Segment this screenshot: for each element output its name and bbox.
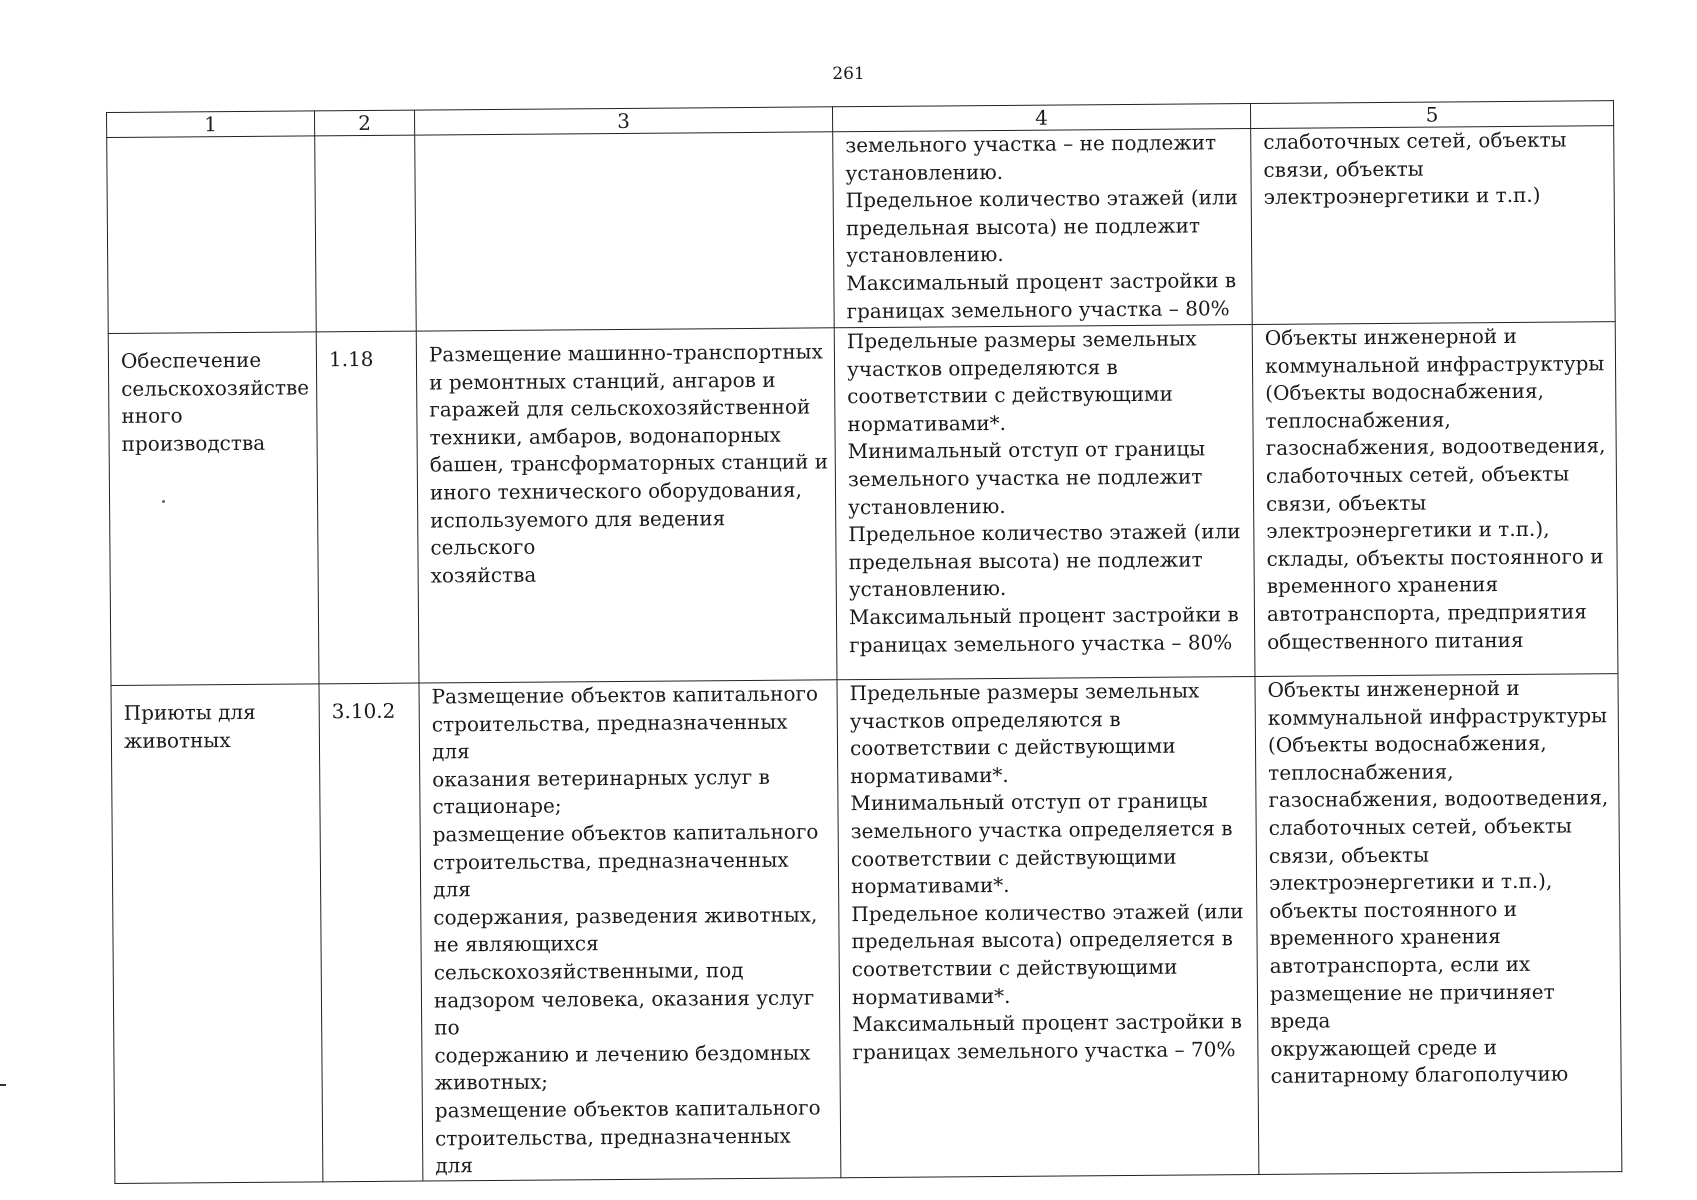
use-name-line: Приюты для: [123, 699, 256, 725]
auxiliary-line: связи, объекты: [1268, 842, 1430, 868]
auxiliary-line: Объекты инженерной и: [1264, 323, 1517, 350]
description-line: надзором человека, оказания услуг по: [433, 984, 815, 1040]
auxiliary-line: связи, объекты: [1263, 156, 1424, 182]
auxiliary-line: склады, объекты постоянного и: [1266, 544, 1604, 571]
description-line: стационаре;: [432, 793, 562, 819]
parameters-line: нормативами*.: [851, 983, 1011, 1009]
auxiliary-line: окружающей среде и: [1270, 1034, 1498, 1061]
description-line: и ремонтных станций, ангаров и: [429, 367, 776, 395]
cell-auxiliary-uses: [1252, 322, 1618, 677]
cell-use-description: [416, 328, 837, 683]
column-header-3: 3: [414, 107, 832, 135]
auxiliary-line: газоснабжения, водоотведения,: [1265, 433, 1606, 461]
description-line: Размещение машинно-транспортных: [428, 339, 823, 367]
parameters-line: Максимальный процент застройки в: [852, 1009, 1243, 1037]
parameters-line: нормативами*.: [847, 410, 1007, 436]
parameters-line: Предельное количество этажей (или: [845, 185, 1239, 213]
column-header-4: 4: [832, 104, 1250, 132]
description-line: размещение объектов капитального: [432, 819, 819, 847]
auxiliary-line: коммунальной инфраструктуры: [1264, 350, 1605, 378]
auxiliary-line: коммунальной инфраструктуры: [1267, 702, 1608, 730]
table-row-animal-shelters: [111, 674, 1622, 1184]
cell-parameters: [837, 676, 1259, 1177]
auxiliary-line: электроэнергетики и т.п.),: [1268, 868, 1553, 896]
parameters-line: границах земельного участка – 80%: [849, 629, 1233, 657]
use-name-line: нного: [121, 403, 183, 429]
parameters-line: Предельные размеры земельных: [849, 678, 1200, 706]
auxiliary-line: общественного питания: [1267, 627, 1524, 654]
auxiliary-line: газоснабжения, водоотведения,: [1268, 785, 1609, 813]
description-line: животных;: [434, 1069, 549, 1095]
description-line: строительства, предназначенных для: [434, 1123, 791, 1178]
column-header-2: 2: [314, 110, 414, 136]
parameters-line: нормативами*.: [851, 873, 1010, 899]
auxiliary-line: объекты постоянного и: [1269, 896, 1518, 923]
parameters-line: предельная высота) не подлежит: [848, 547, 1203, 574]
description-line: используемого для ведения сельского: [430, 505, 726, 560]
parameters-line: участков определяются в: [849, 706, 1121, 733]
description-line: строительства, предназначенных для: [431, 709, 788, 764]
parameters-line: Предельное количество этажей (или: [848, 519, 1241, 547]
cell-use-code: 3.10.2: [319, 683, 423, 1181]
use-name-line: животных: [123, 727, 231, 753]
auxiliary-line: электроэнергетики и т.п.): [1263, 182, 1541, 210]
parameters-line: нормативами*.: [850, 762, 1009, 788]
description-line: строительства, предназначенных для: [432, 847, 789, 902]
description-line: иного технического оборудования,: [429, 477, 803, 505]
auxiliary-line: слаботочных сетей, объекты: [1263, 127, 1567, 154]
parameters-line: предельная высота) не подлежит: [845, 213, 1201, 240]
column-header-1: 1: [107, 111, 315, 138]
auxiliary-line: санитарному благополучию: [1270, 1061, 1569, 1089]
cell-use-code: [315, 135, 417, 332]
parameters-line: границах земельного участка – 70%: [852, 1036, 1236, 1064]
parameters-line: Предельные размеры земельных: [846, 326, 1197, 354]
description-line: оказания ветеринарных услуг в: [432, 764, 770, 792]
parameters-line: участков определяются в: [846, 354, 1118, 381]
description-line: башен, трансформаторных станций и: [429, 449, 829, 477]
parameters-line: Минимальный отступ от границы: [847, 436, 1206, 464]
parameters-line: Предельное количество этажей (или: [851, 898, 1244, 926]
cell-use-description: [419, 680, 841, 1181]
cell-parameters: [834, 325, 1255, 680]
cell-use-name: [107, 136, 317, 334]
cell-use-code: 1.18: [316, 331, 419, 684]
document-sheet: [106, 100, 1621, 1183]
auxiliary-line: (Объекты водоснабжения,: [1265, 378, 1545, 406]
cell-use-name: [111, 684, 323, 1183]
parameters-line: Максимальный процент застройки в: [846, 268, 1237, 296]
page-number: 261: [832, 64, 865, 84]
auxiliary-line: слаботочных сетей, объекты: [1268, 813, 1572, 840]
description-line: хозяйства: [430, 562, 537, 588]
cell-use-description: [415, 132, 835, 331]
cell-parameters: [833, 129, 1253, 328]
parameters-line: соответствии с действующими: [851, 954, 1178, 982]
auxiliary-line: размещение не причиняет вреда: [1269, 979, 1555, 1034]
auxiliary-line: автотранспорта, предприятия: [1266, 599, 1587, 626]
column-header-5: 5: [1250, 101, 1613, 129]
auxiliary-line: временного хранения: [1269, 924, 1501, 951]
parameters-line: установлению.: [846, 242, 1004, 268]
auxiliary-line: автотранспорта, если их: [1269, 951, 1531, 978]
use-name-line: сельскохозяйстве: [121, 375, 310, 401]
description-line: техники, амбаров, водонапорных: [429, 422, 781, 450]
auxiliary-line: (Объекты водоснабжения,: [1267, 730, 1547, 758]
parameters-line: установлению.: [848, 576, 1007, 602]
description-line: гаражей для сельскохозяйственной: [429, 394, 811, 422]
cell-auxiliary-uses: [1255, 674, 1622, 1175]
cell-use-name: [108, 332, 319, 686]
use-name-line: Обеспечение: [120, 347, 262, 373]
description-line: содержания, разведения животных,: [433, 902, 818, 930]
margin-mark: [0, 1084, 6, 1086]
zoning-table: [106, 100, 1622, 1183]
parameters-line: земельного участка не подлежит: [847, 464, 1203, 492]
use-name-line: производства: [121, 430, 266, 456]
parameters-line: Минимальный отступ от границы: [850, 788, 1208, 816]
auxiliary-line: слаботочных сетей, объекты: [1265, 461, 1570, 488]
parameters-line: Максимальный процент застройки в: [848, 602, 1239, 630]
cell-auxiliary-uses: [1251, 126, 1616, 325]
parameters-line: земельного участка определяется в: [850, 816, 1233, 844]
table-row-agricultural-support: [108, 322, 1618, 686]
parameters-line: соответствии с действующими: [850, 844, 1177, 871]
auxiliary-line: временного хранения: [1266, 572, 1499, 599]
scan-speck: [162, 500, 165, 503]
parameters-line: границах земельного участка – 80%: [846, 295, 1230, 323]
auxiliary-line: электроэнергетики и т.п.),: [1266, 516, 1550, 544]
table-row-continuation: [107, 126, 1615, 334]
parameters-line: предельная высота) определяется в: [851, 926, 1233, 954]
auxiliary-line: Объекты инженерной и: [1267, 675, 1520, 702]
parameters-line: установлению.: [845, 159, 1004, 185]
description-line: сельскохозяйственными, под: [433, 957, 744, 985]
auxiliary-line: связи, объекты: [1266, 490, 1427, 516]
description-line: содержанию и лечению бездомных: [434, 1040, 811, 1068]
description-line: размещение объектов капитального: [434, 1095, 821, 1123]
parameters-line: земельного участка – не подлежит: [845, 130, 1217, 158]
parameters-line: соответствии с действующими: [849, 733, 1176, 761]
auxiliary-line: теплоснабжения,: [1265, 407, 1451, 433]
auxiliary-line: теплоснабжения,: [1268, 759, 1454, 785]
description-line: Размещение объектов капитального: [431, 681, 819, 709]
description-line: не являющихся: [433, 931, 599, 957]
parameters-line: установлению.: [848, 493, 1006, 519]
parameters-line: соответствии с действующими: [847, 381, 1173, 409]
